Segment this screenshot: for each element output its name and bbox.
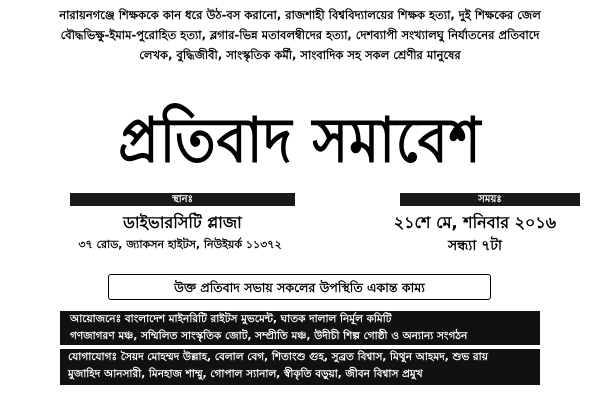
intro-line-2: বৌদ্ধভিক্ষু-ইমাম-পুরোহিত হত্যা, ব্লগার-ভিন্ন মতাবলম্বীদের হত্যা, দেশব্যাপী সংখ্যালঘু নির্যাতনের প্রতিবাদে [60, 28, 540, 42]
organizers-line-1: আয়োজনেঃ বাংলাদেশ মাইনরিটি রাইটস মুভমেন্ট, ঘাতক দালাল নির্মূল কমিটি [70, 313, 392, 325]
time-label: সময়ঃ [400, 193, 580, 206]
appeal-box: উক্ত প্রতিবাদ সভায় সকলের উপস্থিতি একান্ত কাম্য [108, 274, 491, 300]
headline: প্রতিবাদ সমাবেশ [118, 104, 482, 177]
contact-box [60, 349, 540, 385]
venue-label: স্থানঃ [70, 193, 295, 206]
intro-line-1: নারায়নগঞ্জে শিক্ষককে কান ধরে উঠ-বস করানো, রাজশাহী বিশ্ববিদ্যালয়ের শিক্ষক হত্যা, দুই শিক্ষকের জেল [59, 8, 541, 22]
venue-address: ৩৭ রোড, জ্যাকসন হাইটস, নিউইয়র্ক ১১৩৭২ [78, 238, 282, 251]
intro-line-3: লেখক, বুদ্ধিজীবী, সাংস্কৃতিক কর্মী, সাংবাদিক সহ সকল শ্রেণীর মানুষের [139, 48, 461, 62]
venue-name: ডাইভারসিটি প্লাজা [123, 213, 242, 232]
event-date: ২১শে মে, শনিবার ২০১৬ [393, 213, 557, 232]
contact-line-1: যোগাযোগঃ সৈয়দ মোহম্মদ উল্লাহ, বেলাল বেগ, শিতাংশু গুহ, সুব্রত বিশ্বাস, মিথুন আহমদ, শুভ রায় [68, 351, 488, 363]
intro-text [18, 5, 582, 65]
contact-line-2: মুজাহিদ আনসারী, মিনহাজ শাম্মু, গোপাল স্যানাল, স্বীকৃতি বড়ুয়া, জীবন বিশ্বাস প্রমুখ [68, 368, 423, 380]
organizers-line-2: গণজাগরণ মঞ্চ, সম্মিলিত সাংস্কৃতিক জোট, সম্প্রীতি মঞ্চ, উদীচী শিল্প গোষ্ঠী ও অন্যান্য সংগঠন [70, 330, 468, 342]
organizers-box [60, 311, 540, 345]
event-time: সন্ধ্যা ৭টা [447, 238, 503, 254]
